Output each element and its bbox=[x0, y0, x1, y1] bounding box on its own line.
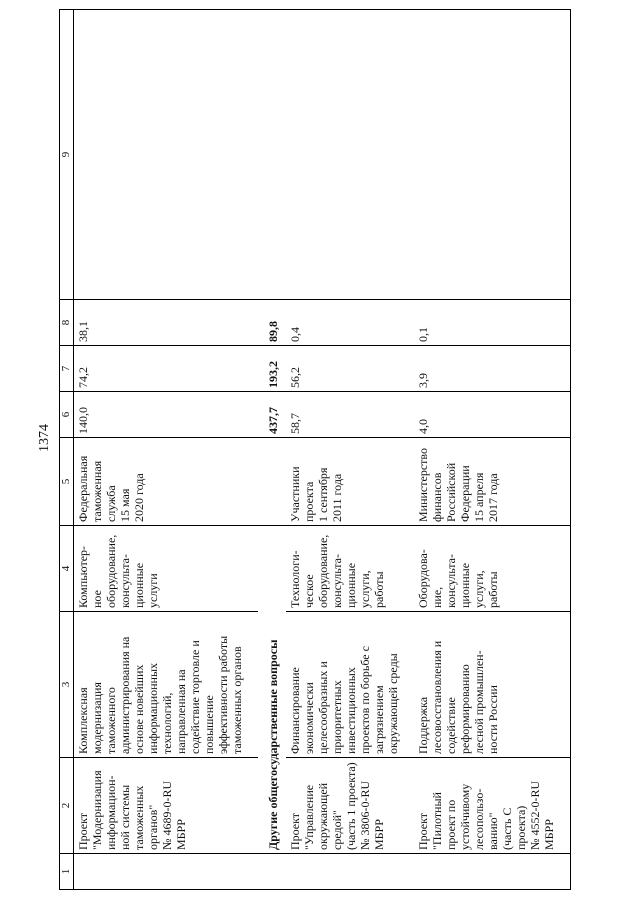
column-header: 9 bbox=[60, 10, 74, 300]
table-row bbox=[286, 10, 414, 890]
executor-cell: Участники проекта 1 сентября 2011 года bbox=[286, 438, 414, 526]
project-name-cell: Проект "Модернизация информацион- ной системы таможенных органов" № 4689-0-RU МБРР bbox=[74, 758, 259, 854]
column-header: 3 bbox=[60, 612, 74, 758]
section-heading-row bbox=[258, 10, 286, 890]
column-header: 4 bbox=[60, 526, 74, 612]
project-purpose-cell: Поддержка лесовосстановления и содействие реформированию лесной промышлен- ности России bbox=[414, 612, 571, 758]
value-cell: 140,0 bbox=[74, 392, 259, 438]
value-cell: 58,7 bbox=[286, 392, 414, 438]
section-total-cell: 89,8 bbox=[258, 300, 286, 346]
procurement-cell: Технологи- ческое оборудование, консульта- ционные услуги, работы bbox=[286, 526, 414, 612]
section-title: Другие общегосударственные вопросы bbox=[258, 526, 286, 854]
column-header: 1 bbox=[60, 854, 74, 890]
table-cell bbox=[258, 438, 286, 526]
table-row bbox=[74, 10, 259, 890]
value-cell: 4,0 bbox=[414, 392, 571, 438]
value-cell: 56,2 bbox=[286, 346, 414, 392]
section-total-cell: 193,2 bbox=[258, 346, 286, 392]
procurement-cell: Компьютер- ное оборудование, консульта- ционные услуги bbox=[74, 526, 259, 612]
value-cell: 0,4 bbox=[286, 300, 414, 346]
section-total-cell: 437,7 bbox=[258, 392, 286, 438]
procurement-cell: Оборудова- ние, консульта- ционные услуги, работы bbox=[414, 526, 571, 612]
value-cell: 74,2 bbox=[74, 346, 259, 392]
table-cell bbox=[258, 10, 286, 300]
rotated-table-container bbox=[59, 10, 640, 890]
table-cell bbox=[414, 10, 571, 300]
value-cell: 38,1 bbox=[74, 300, 259, 346]
column-number-header-row bbox=[60, 10, 74, 890]
column-header: 7 bbox=[60, 346, 74, 392]
project-purpose-cell: Комплексная модернизация таможенного администрирования на основе новейших информационных технологий, направленная на содействие торговле и повышение эффективности работы таможенных органов bbox=[74, 612, 259, 758]
value-cell: 3,9 bbox=[414, 346, 571, 392]
column-header: 2 bbox=[60, 758, 74, 854]
page-number: 1374 bbox=[37, 424, 52, 452]
table-cell bbox=[286, 854, 414, 890]
column-header: 6 bbox=[60, 392, 74, 438]
loan-projects-table bbox=[59, 9, 571, 890]
table-cell bbox=[74, 10, 259, 300]
project-name-cell: Проект "Пилотный проект по устойчивому лесопользо- ванию" (часть С проекта) № 4552-0-RU МБРР bbox=[414, 758, 571, 854]
table-cell bbox=[74, 854, 259, 890]
table-row bbox=[414, 10, 571, 890]
column-header: 5 bbox=[60, 438, 74, 526]
table-cell bbox=[286, 10, 414, 300]
executor-cell: Министерство финансов Российской Федерации 15 апреля 2017 года bbox=[414, 438, 571, 526]
table-cell bbox=[414, 854, 571, 890]
table-cell bbox=[258, 854, 286, 890]
executor-cell: Федеральная таможенная служба 15 мая 2020 года bbox=[74, 438, 259, 526]
project-purpose-cell: Финансирование экономически целесообразных и приоритетных инвестиционных проектов по борьбе с загрязнением окружающей среды bbox=[286, 612, 414, 758]
value-cell: 0,1 bbox=[414, 300, 571, 346]
column-header: 8 bbox=[60, 300, 74, 346]
project-name-cell: Проект "Управление окружающей средой" (часть 1 проекта) № 3806-0-RU МБРР bbox=[286, 758, 414, 854]
